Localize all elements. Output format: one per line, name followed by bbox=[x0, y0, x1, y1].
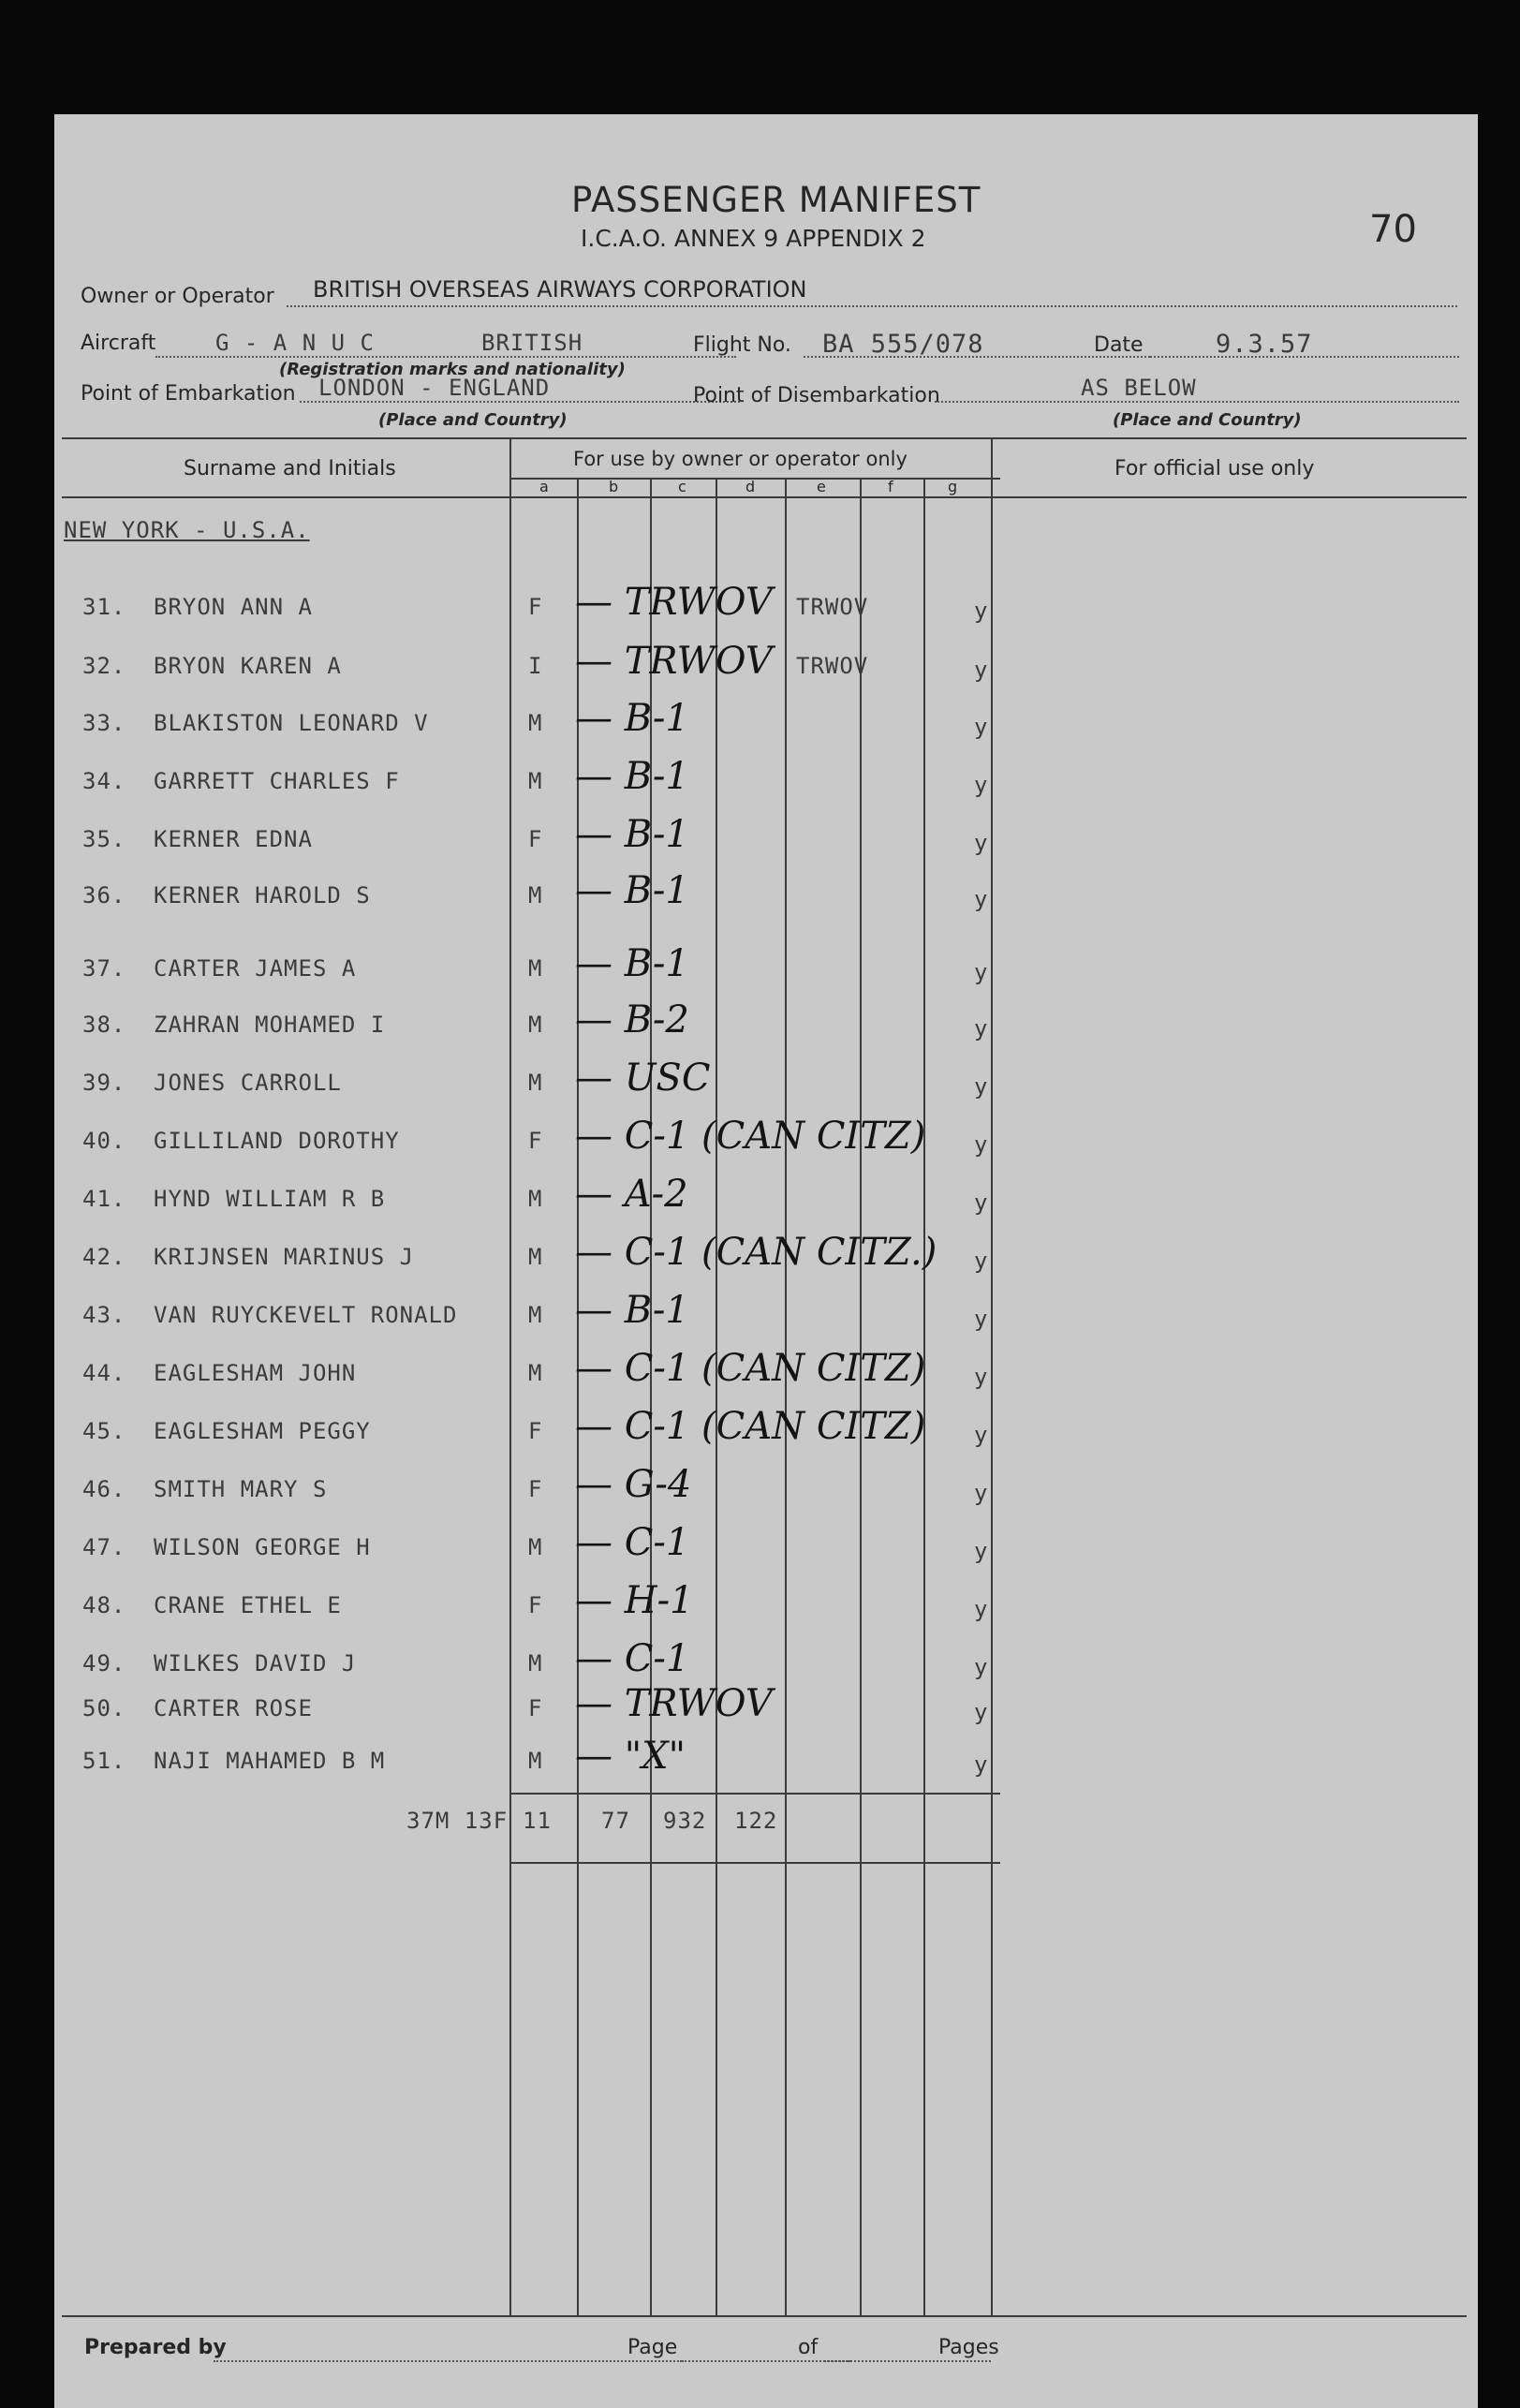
embark-value: LONDON - ENGLAND bbox=[318, 375, 551, 401]
passenger-visa-note: — TRWOV bbox=[575, 581, 773, 624]
passenger-name: VAN RUYCKEVELT RONALD bbox=[154, 1302, 458, 1328]
passenger-check-mark: y bbox=[974, 959, 989, 985]
passenger-check-mark: y bbox=[974, 1364, 989, 1390]
passenger-name: KERNER EDNA bbox=[154, 826, 313, 852]
passenger-sex: M bbox=[528, 1012, 543, 1038]
nationality-value: BRITISH bbox=[481, 330, 583, 356]
of-dotted-line bbox=[824, 2360, 991, 2362]
passenger-name: ZAHRAN MOHAMED I bbox=[154, 1012, 386, 1038]
place-note-left: (Place and Country) bbox=[378, 410, 568, 430]
totals-col-d: 122 bbox=[734, 1808, 778, 1834]
passenger-name: SMITH MARY S bbox=[154, 1476, 328, 1502]
date-dotted-line bbox=[1150, 356, 1459, 358]
passenger-name: EAGLESHAM PEGGY bbox=[154, 1418, 371, 1444]
passenger-sex: M bbox=[528, 768, 543, 794]
passenger-number: 36. bbox=[82, 882, 126, 909]
passenger-name: BLAKISTON LEONARD V bbox=[154, 710, 429, 736]
passenger-check-mark: y bbox=[974, 1538, 989, 1564]
disembark-label: Point of Disembarkation bbox=[693, 384, 940, 407]
passenger-visa-note: — C-1 bbox=[575, 1637, 690, 1680]
prepared-by-label: Prepared by bbox=[84, 2336, 227, 2359]
passenger-number: 49. bbox=[82, 1650, 126, 1677]
passenger-number: 32. bbox=[82, 653, 126, 679]
passenger-name: HYND WILLIAM R B bbox=[154, 1186, 386, 1212]
passenger-number: 48. bbox=[82, 1592, 126, 1618]
passenger-sex: F bbox=[528, 1418, 543, 1444]
passenger-number: 34. bbox=[82, 768, 126, 794]
passenger-check-mark: y bbox=[974, 1480, 989, 1506]
of-label: of bbox=[798, 2336, 819, 2359]
passenger-sex: M bbox=[528, 1244, 543, 1270]
section-label: NEW YORK - U.S.A. bbox=[64, 517, 310, 543]
passenger-check-mark: y bbox=[974, 1073, 989, 1100]
passenger-name: JONES CARROLL bbox=[154, 1070, 342, 1096]
operator-col-header: For use by owner or operator only bbox=[573, 448, 908, 470]
passenger-number: 46. bbox=[82, 1476, 126, 1502]
passenger-number: 47. bbox=[82, 1534, 126, 1560]
passenger-check-mark: y bbox=[974, 886, 989, 912]
passenger-visa-note: — C-1 (CAN CITZ) bbox=[575, 1405, 926, 1448]
place-note-right: (Place and Country) bbox=[1113, 410, 1302, 430]
passenger-visa-note: — B-2 bbox=[575, 998, 689, 1041]
table-top-rule bbox=[62, 437, 1467, 439]
surname-col-header: Surname and Initials bbox=[184, 457, 396, 480]
passenger-number: 33. bbox=[82, 710, 126, 736]
date-value: 9.3.57 bbox=[1216, 330, 1313, 359]
passenger-visa-note: — B-1 bbox=[575, 942, 689, 985]
passenger-visa-note: — C-1 (CAN CITZ.) bbox=[575, 1231, 937, 1274]
col-divider-cd bbox=[716, 478, 717, 2315]
passenger-visa-note: — B-1 bbox=[575, 697, 689, 740]
passenger-col-e: TRWOV bbox=[796, 653, 869, 679]
passenger-number: 45. bbox=[82, 1418, 126, 1444]
passenger-sex: M bbox=[528, 1186, 543, 1212]
passenger-number: 40. bbox=[82, 1128, 126, 1154]
passenger-name: CRANE ETHEL E bbox=[154, 1592, 342, 1618]
passenger-check-mark: y bbox=[974, 598, 989, 624]
subheader-rule bbox=[511, 478, 1000, 480]
passenger-number: 38. bbox=[82, 1012, 126, 1038]
passenger-check-mark: y bbox=[974, 1131, 989, 1158]
passenger-name: EAGLESHAM JOHN bbox=[154, 1360, 357, 1386]
col-divider-de bbox=[785, 478, 787, 2315]
passenger-check-mark: y bbox=[974, 1189, 989, 1216]
passenger-check-mark: y bbox=[974, 830, 989, 856]
passenger-sex: F bbox=[528, 1128, 543, 1154]
form-subtitle: I.C.A.O. ANNEX 9 APPENDIX 2 bbox=[581, 225, 926, 252]
passenger-name: BRYON KAREN A bbox=[154, 653, 342, 679]
page-number: 70 bbox=[1369, 208, 1417, 251]
owner-dotted-line bbox=[287, 305, 1457, 307]
passenger-sex: F bbox=[528, 826, 543, 852]
passenger-check-mark: y bbox=[974, 1654, 989, 1680]
passenger-sex: M bbox=[528, 710, 543, 736]
passenger-sex: M bbox=[528, 955, 543, 982]
passenger-visa-note: — B-1 bbox=[575, 755, 689, 798]
passenger-sex: M bbox=[528, 1360, 543, 1386]
passenger-number: 43. bbox=[82, 1302, 126, 1328]
disembark-value: AS BELOW bbox=[1081, 375, 1197, 401]
passenger-sex: M bbox=[528, 1070, 543, 1096]
passenger-visa-note: — B-1 bbox=[575, 1289, 689, 1332]
passenger-visa-note: — TRWOV bbox=[575, 640, 773, 683]
passenger-sex: F bbox=[528, 594, 543, 620]
passenger-name: NAJI MAHAMED B M bbox=[154, 1748, 386, 1774]
passenger-visa-note: — C-1 bbox=[575, 1521, 690, 1564]
passenger-number: 31. bbox=[82, 594, 126, 620]
page-label: Page bbox=[627, 2336, 678, 2359]
passenger-name: GILLILAND DOROTHY bbox=[154, 1128, 400, 1154]
passenger-visa-note: — C-1 (CAN CITZ) bbox=[575, 1347, 926, 1390]
totals-col-c: 932 bbox=[663, 1808, 707, 1834]
passenger-check-mark: y bbox=[974, 772, 989, 798]
subcol-g: g bbox=[948, 478, 958, 495]
passenger-check-mark: y bbox=[974, 714, 989, 740]
col-divider-fg bbox=[923, 478, 925, 2315]
passenger-check-mark: y bbox=[974, 1015, 989, 1041]
passenger-check-mark: y bbox=[974, 1248, 989, 1274]
aircraft-value: G - A N U C bbox=[215, 330, 375, 356]
passenger-check-mark: y bbox=[974, 1751, 989, 1778]
passenger-sex: F bbox=[528, 1592, 543, 1618]
totals-col-b: 77 bbox=[601, 1808, 630, 1834]
passenger-name: KRIJNSEN MARINUS J bbox=[154, 1244, 415, 1270]
col-divider-ef bbox=[860, 478, 862, 2315]
passenger-number: 42. bbox=[82, 1244, 126, 1270]
passenger-visa-note: — C-1 (CAN CITZ) bbox=[575, 1115, 926, 1158]
col-divider-bc bbox=[650, 478, 652, 2315]
passenger-name: CARTER JAMES A bbox=[154, 955, 357, 982]
passenger-name: CARTER ROSE bbox=[154, 1695, 313, 1721]
passenger-number: 51. bbox=[82, 1748, 126, 1774]
aircraft-dotted-line bbox=[155, 356, 736, 358]
passenger-col-e: TRWOV bbox=[796, 594, 869, 620]
pages-label: Pages bbox=[938, 2336, 999, 2359]
passenger-visa-note: — TRWOV bbox=[575, 1682, 773, 1725]
passenger-check-mark: y bbox=[974, 657, 989, 683]
passenger-check-mark: y bbox=[974, 1596, 989, 1622]
passenger-number: 41. bbox=[82, 1186, 126, 1212]
passenger-sex: M bbox=[528, 1748, 543, 1774]
passenger-number: 35. bbox=[82, 826, 126, 852]
passenger-number: 44. bbox=[82, 1360, 126, 1386]
embark-label: Point of Embarkation bbox=[81, 382, 296, 406]
passenger-name: WILSON GEORGE H bbox=[154, 1534, 371, 1560]
owner-value: BRITISH OVERSEAS AIRWAYS CORPORATION bbox=[313, 276, 807, 303]
passenger-visa-note: — "X" bbox=[575, 1735, 686, 1778]
manifest-sheet bbox=[54, 114, 1478, 2408]
totals-top-rule bbox=[511, 1793, 1000, 1795]
passenger-sex: M bbox=[528, 882, 543, 909]
subcol-c: c bbox=[678, 478, 686, 495]
passenger-sex: F bbox=[528, 1476, 543, 1502]
passenger-number: 50. bbox=[82, 1695, 126, 1721]
footer-rule bbox=[62, 2315, 1467, 2317]
passenger-sex: F bbox=[528, 1695, 543, 1721]
registration-note: (Registration marks and nationality) bbox=[279, 360, 626, 379]
header-bottom-rule bbox=[62, 496, 1467, 498]
passenger-sex: M bbox=[528, 1650, 543, 1677]
passenger-number: 37. bbox=[82, 955, 126, 982]
passenger-visa-note: — G-4 bbox=[575, 1463, 692, 1506]
passenger-name: GARRETT CHARLES F bbox=[154, 768, 400, 794]
col-divider-official bbox=[991, 437, 993, 2315]
passenger-number: 39. bbox=[82, 1070, 126, 1096]
col-divider-ab bbox=[577, 478, 579, 2315]
passenger-check-mark: y bbox=[974, 1699, 989, 1725]
date-label: Date bbox=[1094, 333, 1144, 357]
passenger-name: BRYON ANN A bbox=[154, 594, 313, 620]
subcol-e: e bbox=[817, 478, 826, 495]
passenger-check-mark: y bbox=[974, 1422, 989, 1448]
flight-label: Flight No. bbox=[693, 333, 791, 357]
passenger-visa-note: — B-1 bbox=[575, 869, 689, 912]
passenger-visa-note: — A-2 bbox=[575, 1173, 688, 1216]
disembark-dotted-line bbox=[935, 401, 1459, 403]
form-title: PASSENGER MANIFEST bbox=[571, 180, 981, 220]
passenger-check-mark: y bbox=[974, 1306, 989, 1332]
subcol-a: a bbox=[539, 478, 549, 495]
subcol-b: b bbox=[609, 478, 619, 495]
flight-value: BA 555/078 bbox=[822, 330, 984, 359]
aircraft-label: Aircraft bbox=[81, 332, 156, 355]
totals-col-a: 11 bbox=[523, 1808, 552, 1834]
passenger-visa-note: — B-1 bbox=[575, 813, 689, 856]
col-divider-name bbox=[509, 437, 511, 2315]
passenger-name: KERNER HAROLD S bbox=[154, 882, 371, 909]
passenger-sex: I bbox=[528, 653, 543, 679]
subcol-d: d bbox=[745, 478, 756, 495]
passenger-name: WILKES DAVID J bbox=[154, 1650, 357, 1677]
official-col-header: For official use only bbox=[1114, 457, 1315, 480]
owner-label: Owner or Operator bbox=[81, 285, 274, 308]
passenger-visa-note: — USC bbox=[575, 1056, 711, 1100]
totals-label: 37M 13F bbox=[406, 1808, 509, 1834]
subcol-f: f bbox=[888, 478, 893, 495]
passenger-sex: M bbox=[528, 1534, 543, 1560]
embark-dotted-line bbox=[300, 401, 740, 403]
prepared-dotted-line bbox=[214, 2360, 682, 2362]
passenger-sex: M bbox=[528, 1302, 543, 1328]
totals-bottom-rule bbox=[511, 1862, 1000, 1864]
passenger-visa-note: — H-1 bbox=[575, 1579, 694, 1622]
